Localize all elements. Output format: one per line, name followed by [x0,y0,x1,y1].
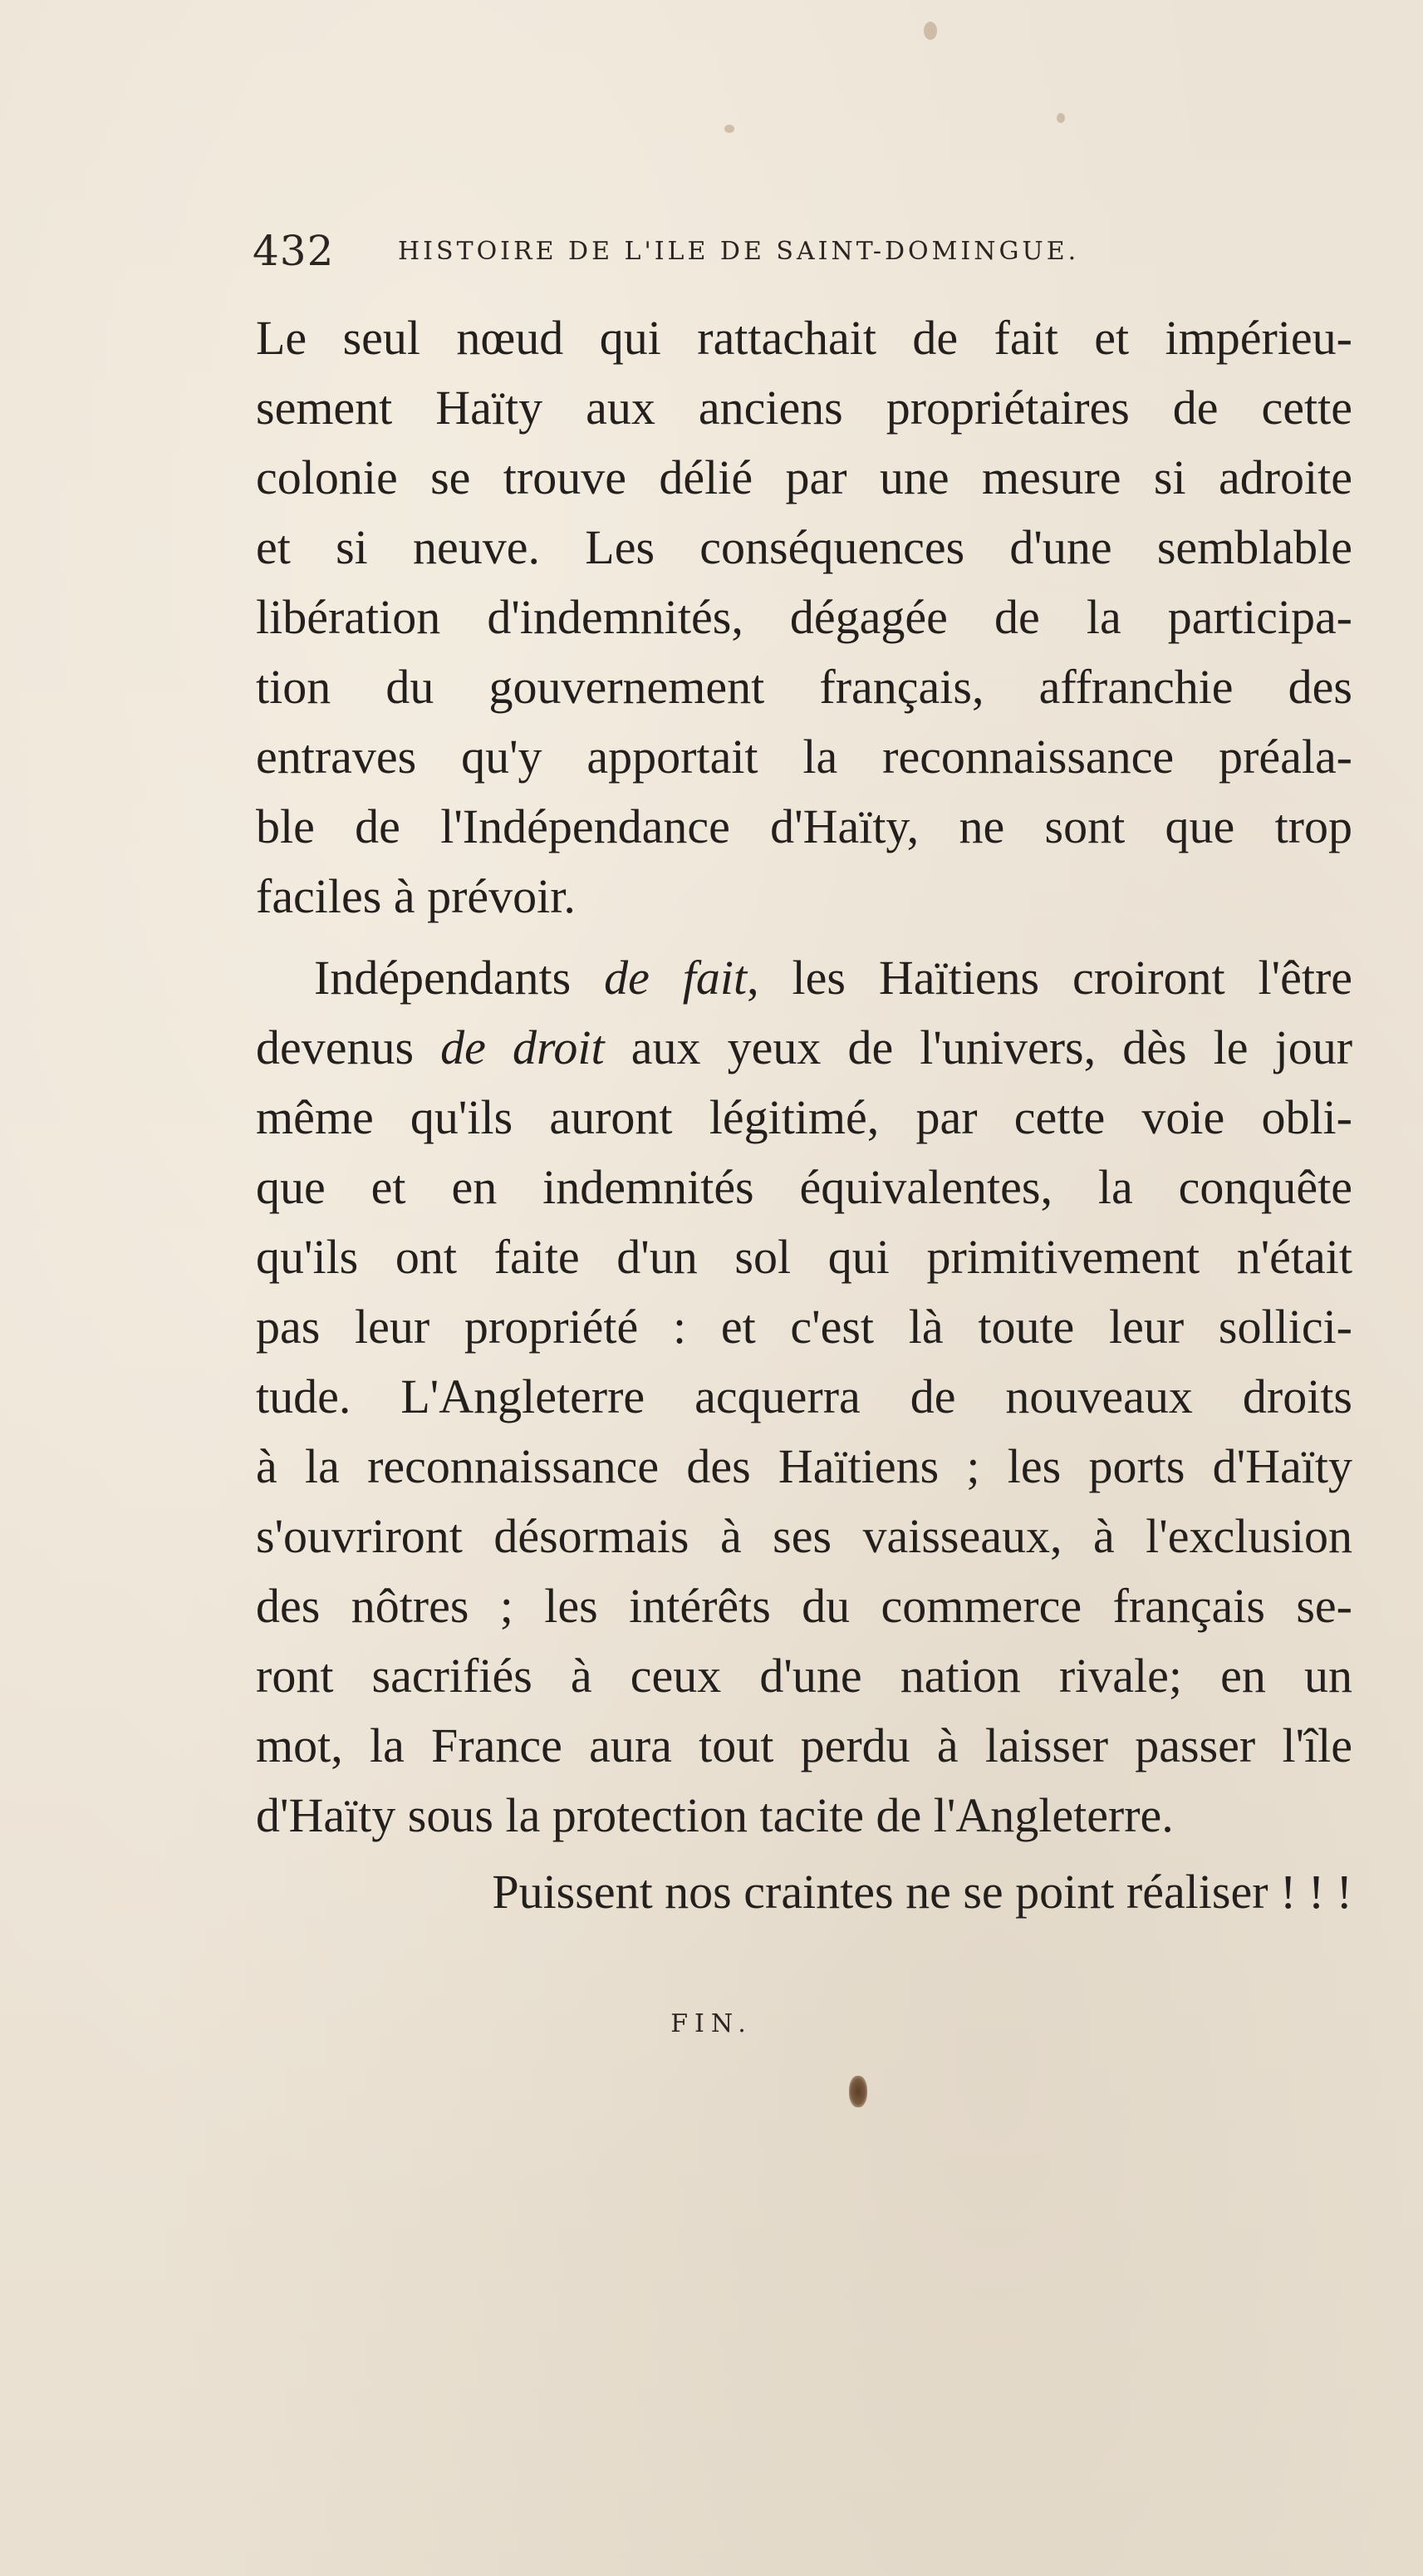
page-header [253,226,1216,276]
text-line: libération d'indemnités, dégagée de la participa- [256,590,1352,644]
text-line [256,943,1352,1013]
italic-phrase: de fait [604,951,748,1005]
text-line: et si neuve. Les conséquences d'une semblable [256,520,1352,574]
text-line: d'Haïty sous la protection tacite de l'Angleterre. [256,1788,1174,1842]
body-text [256,303,1352,1851]
paragraph-1 [256,303,1352,932]
ink-blot [849,2076,867,2107]
text-run: aux yeux de l'univers, dès le jour [604,1020,1353,1074]
text-line: ront sacrifiés à ceux d'une nation rivale; en un [256,1649,1352,1703]
text-line: s'ouvriront désormais à ses vaisseaux, à l'exclusion [256,1509,1352,1563]
text-line: même qu'ils auront légitimé, par cette voie obli- [256,1090,1352,1144]
text-line: des nôtres ; les intérêts du commerce français se- [256,1579,1352,1633]
text-line: Le seul nœud qui rattachait de fait et impérieu- [256,311,1352,365]
text-line: sement Haïty aux anciens propriétaires de cette [256,381,1352,435]
text-line: pas leur propriété : et c'est là toute leur sollici- [256,1300,1352,1354]
text-line: colonie se trouve délié par une mesure si adroite [256,450,1352,504]
text-line: à la reconnaissance des Haïtiens ; les ports d'Haïty [256,1439,1352,1493]
foxing-spot [1057,113,1065,123]
text-line: tion du gouvernement français, affranchie des [256,660,1352,714]
text-line: entraves qu'y apportait la reconnaissance préala- [256,730,1352,784]
text-line [256,1013,1352,1083]
text-line: faciles à prévoir. [256,869,576,923]
text-line: que et en indemnités équivalentes, la conquête [256,1160,1352,1214]
text-line: tude. L'Angleterre acquerra de nouveaux droits [256,1369,1352,1423]
text-run: devenus [256,1020,441,1074]
foxing-spot [724,125,734,133]
text-run: , les Haïtiens croiront l'être [747,951,1353,1005]
text-run: Indépendants [314,951,605,1005]
text-line: ble de l'Indépendance d'Haïty, ne sont que trop [256,799,1352,853]
italic-phrase: de droit [440,1020,605,1074]
end-mark: FIN. [670,2009,753,2038]
page-number: 432 [253,227,335,275]
text-line: mot, la France aura tout perdu à laisser passer l'île [256,1718,1352,1772]
text-line: qu'ils ont faite d'un sol qui primitivement n'était [256,1230,1352,1284]
paragraph-2 [256,943,1352,1851]
foxing-spot [924,22,937,40]
paragraph-gap [256,932,1352,943]
running-head: HISTOIRE DE L'ILE DE SAINT-DOMINGUE. [398,237,1080,266]
closing-line: Puissent nos craintes ne se point réaliser ! ! ! [492,1865,1352,1919]
